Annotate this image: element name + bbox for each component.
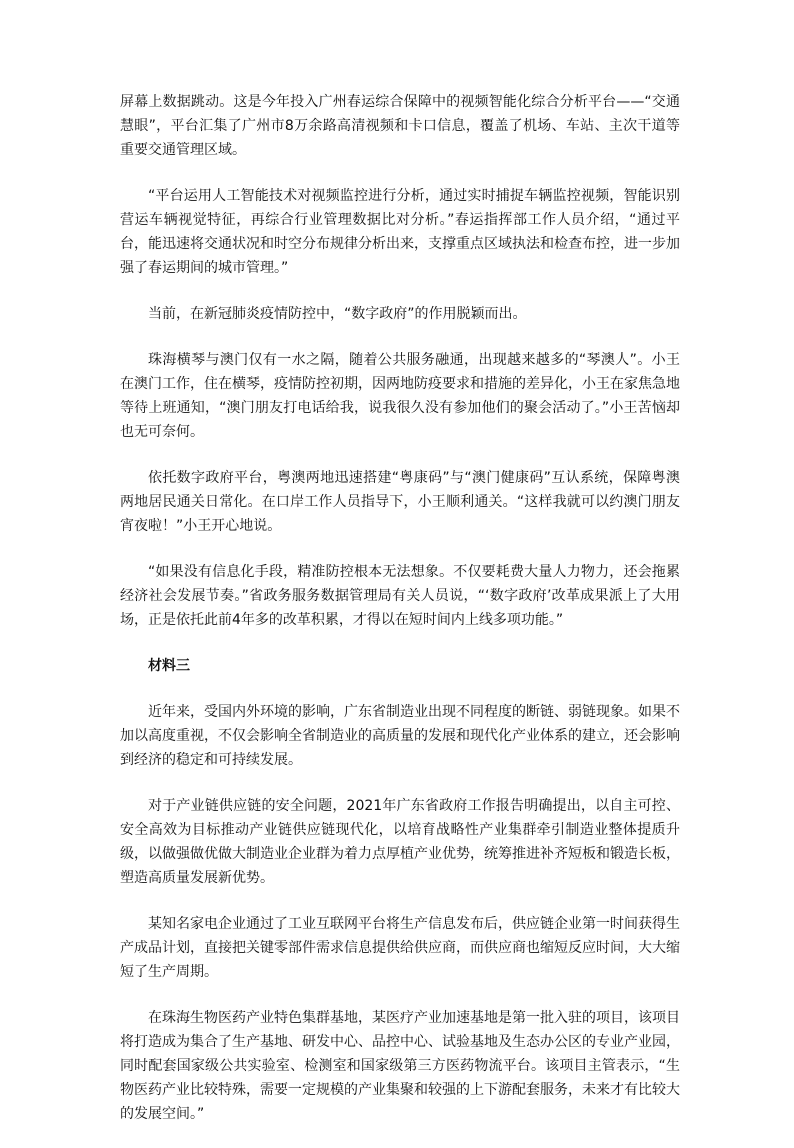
document-page (120, 90, 680, 1148)
paragraph: “平台运用人工智能技术对视频监控进行分析，通过实时捕捉车辆监控视频，智能识别营运车辆视觉特征，再综合行业管理数据比对分析。”春运指挥部工作人员介绍，“通过平台，能迅速将交通状况和时空分布规律分析出来，支撑重点区域执法和检查布控，进一步加强了春运期间的城市管理。” (120, 188, 680, 276)
paragraph: 依托数字政府平台，粤澳两地迅速搭建“粤康码”与“澳门健康码”互认系统，保障粤澳两地居民通关日常化。在口岸工作人员指导下，小王顺利通关。“这样我就可以约澳门朋友宵夜啦！”小王开心地说。 (120, 470, 680, 534)
paragraph: 珠海横琴与澳门仅有一水之隔，随着公共服务融通，出现越来越多的“琴澳人”。小王在澳门工作，住在横琴，疫情防控初期，因两地防疫要求和措施的差异化，小王在家焦急地等待上班通知，“澳门朋友打电话给我，说我很久没有参加他们的聚会活动了。”小王苦恼却也无可奈何。 (120, 352, 680, 440)
paragraph: 近年来，受国内外环境的影响，广东省制造业出现不同程度的断链、弱链现象。如果不加以高度重视，不仅会影响全省制造业的高质量的发展和现代化产业体系的建立，还会影响到经济的稳定和可持续发展。 (120, 704, 680, 768)
paragraph: 当前，在新冠肺炎疫情防控中，“数字政府”的作用脱颖而出。 (148, 306, 527, 322)
paragraph: 对于产业链供应链的安全问题，2021年广东省政府工作报告明确提出，以自主可控、安全高效为目标推动产业链供应链现代化，以培育战略性产业集群牵引制造业整体提质升级，以做强做优做大制造业企业群为着力点厚植产业优势，统筹推进补齐短板和锻造长板，塑造高质量发展新优势。 (120, 798, 680, 886)
paragraph: 在珠海生物医药产业特色集群基地，某医疗产业加速基地是第一批入驻的项目，该项目将打造成为集合了生产基地、研发中心、品控中心、试验基地及生态办公区的专业产业园，同时配套国家级公共实验室、检测室和国家级第三方医药物流平台。该项目主管表示，“生物医药产业比较特殊，需要一定规模的产业集聚和较强的上下游配套服务，未来才有比较大的发展空间。” (120, 1010, 680, 1122)
paragraph: 某知名家电企业通过了工业互联网平台将生产信息发布后，供应链企业第一时间获得生产成品计划，直接把关键零部件需求信息提供给供应商，而供应商也缩短反应时间，大大缩短了生产周期。 (120, 916, 680, 980)
paragraph: “如果没有信息化手段，精准防控根本无法想象。不仅要耗费大量人力物力，还会拖累经济社会发展节奏。”省政务服务数据管理局有关人员说，“‘数字政府’改革成果派上了大用场，正是依托此前4年多的改革积累，才得以在短时间内上线多项功能。” (120, 564, 680, 628)
paragraph: 屏幕上数据跳动。这是今年投入广州春运综合保障中的视频智能化综合分析平台——“交通慧眼”，平台汇集了广州市8万余路高清视频和卡口信息，覆盖了机场、车站、主次干道等重要交通管理区域。 (120, 94, 680, 158)
section-heading: 材料三 (148, 658, 190, 674)
